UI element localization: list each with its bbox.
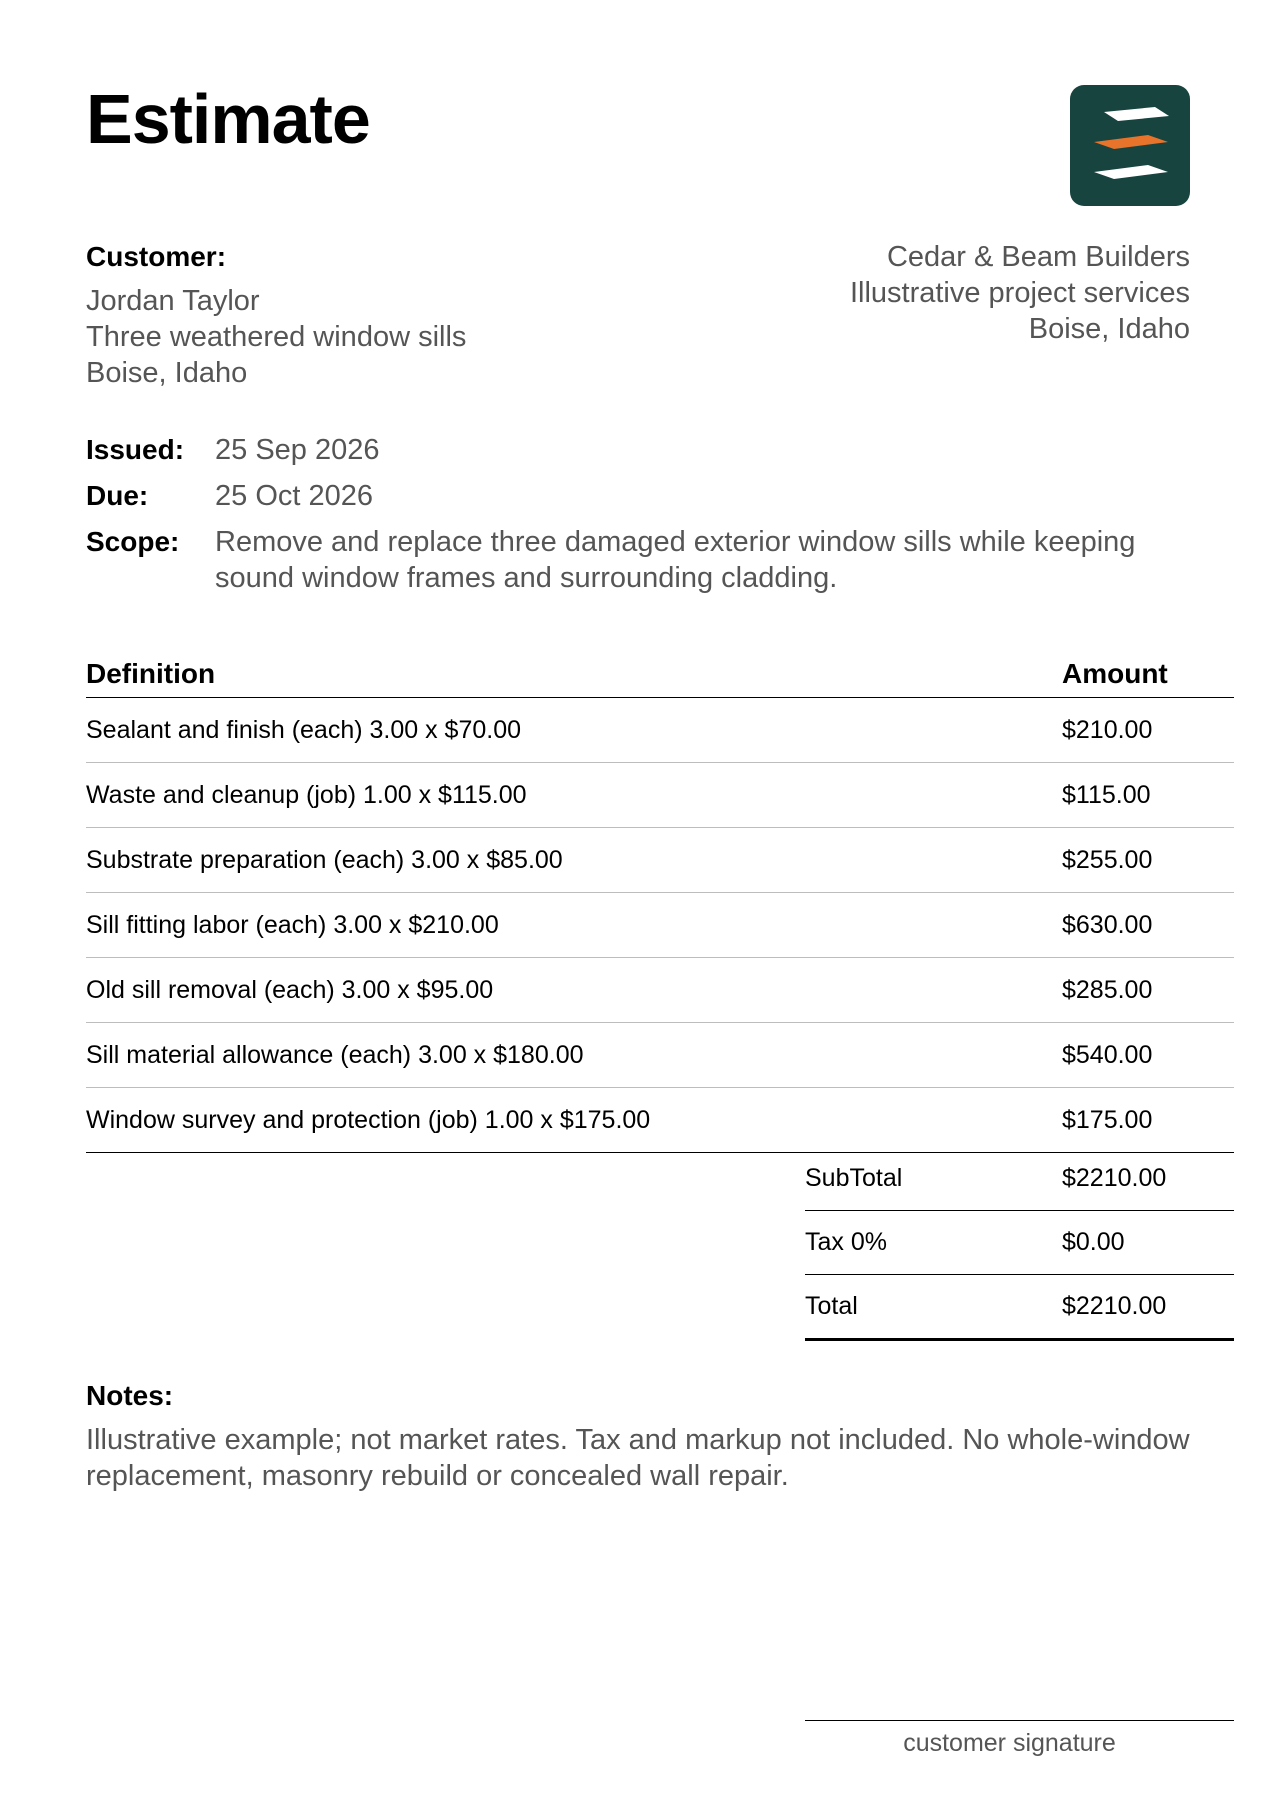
- table-row: [86, 893, 1234, 958]
- notes-label: Notes:: [86, 1380, 174, 1411]
- scope-label: Scope:: [86, 526, 180, 557]
- tax-value: $0.00: [1062, 1228, 1125, 1256]
- issued-date: 25 Sep 2026: [215, 434, 380, 466]
- row-definition: Waste and cleanup (job) 1.00 x $115.00: [86, 780, 527, 809]
- subtotal-row: [805, 1147, 1234, 1211]
- customer-label: Customer:: [86, 241, 227, 272]
- issued-label: Issued:: [86, 434, 185, 465]
- row-amount: $175.00: [1062, 1105, 1153, 1134]
- total-row: [805, 1275, 1234, 1341]
- totals-block: [805, 1147, 1234, 1341]
- customer-block: [86, 239, 466, 391]
- due-date: 25 Oct 2026: [215, 480, 373, 512]
- row-amount: $540.00: [1062, 1040, 1153, 1069]
- table-row: [86, 763, 1234, 828]
- scope-row: [86, 524, 1206, 596]
- row-definition: Sill fitting labor (each) 3.00 x $210.00: [86, 910, 499, 939]
- row-amount: $285.00: [1062, 975, 1153, 1004]
- table-row: [86, 958, 1234, 1023]
- row-amount: $210.00: [1062, 715, 1153, 744]
- document-title: Estimate: [86, 80, 370, 158]
- due-row: [86, 478, 1206, 514]
- estimate-meta: [86, 432, 1206, 606]
- tax-row: [805, 1211, 1234, 1275]
- customer-name: Jordan Taylor: [86, 285, 260, 317]
- signature-block: [805, 1720, 1234, 1758]
- stacked-planks-logo-icon: [1070, 85, 1190, 206]
- tax-label: Tax 0%: [805, 1228, 887, 1256]
- line-items-table: [86, 651, 1234, 1153]
- company-tagline: Illustrative project services: [849, 277, 1190, 309]
- row-definition: Sealant and finish (each) 3.00 x $70.00: [86, 715, 522, 744]
- company-name: Cedar & Beam Builders: [886, 241, 1190, 273]
- row-amount: $255.00: [1062, 845, 1153, 874]
- company-block: [850, 239, 1190, 347]
- table-row: [86, 698, 1234, 763]
- issued-row: [86, 432, 1206, 468]
- row-definition: Old sill removal (each) 3.00 x $95.00: [86, 975, 494, 1004]
- row-definition: Sill material allowance (each) 3.00 x $180.00: [86, 1040, 584, 1069]
- row-definition: Substrate preparation (each) 3.00 x $85.00: [86, 845, 563, 874]
- amount-header: Amount: [1062, 658, 1168, 689]
- scope-text: Remove and replace three damaged exterior window sills while keeping sound window frames and surrounding cladding.: [215, 526, 1136, 594]
- subtotal-label: SubTotal: [805, 1164, 903, 1192]
- notes-text: Illustrative example; not market rates. Tax and markup not included. No whole-window replacement, masonry rebuild or concealed wall repair.: [86, 1424, 1190, 1492]
- subtotal-value: $2210.00: [1062, 1164, 1167, 1192]
- company-location: Boise, Idaho: [1028, 313, 1190, 345]
- total-label: Total: [805, 1292, 858, 1320]
- signature-line: [805, 1720, 1234, 1721]
- table-row: [86, 828, 1234, 893]
- due-label: Due:: [86, 480, 149, 511]
- definition-header: Definition: [86, 658, 216, 689]
- signature-caption: customer signature: [903, 1729, 1116, 1757]
- customer-location: Boise, Idaho: [86, 357, 248, 389]
- notes-block: [86, 1378, 1206, 1494]
- table-row: [86, 1088, 1234, 1153]
- row-amount: $115.00: [1062, 780, 1151, 809]
- table-row: [86, 1023, 1234, 1088]
- table-header: [86, 651, 1234, 698]
- company-logo: [1070, 85, 1190, 206]
- total-value: $2210.00: [1062, 1292, 1167, 1320]
- row-definition: Window survey and protection (job) 1.00 x $175.00: [86, 1105, 651, 1134]
- customer-project: Three weathered window sills: [86, 321, 467, 353]
- row-amount: $630.00: [1062, 910, 1153, 939]
